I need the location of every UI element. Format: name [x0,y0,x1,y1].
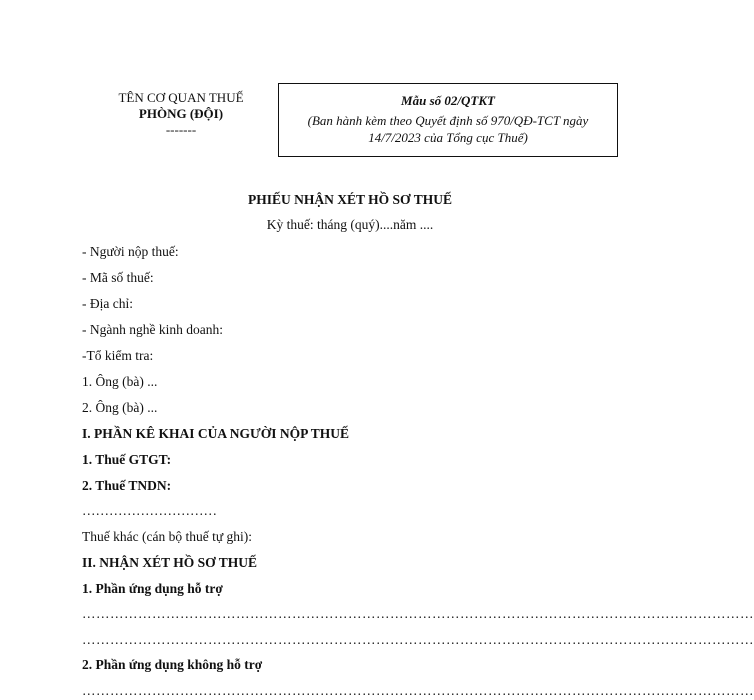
field-tax-code: - Mã số thuế: [82,270,154,285]
tax-period: Kỳ thuế: tháng (quý)....năm .... [266,217,434,232]
team-member-2: 2. Ông (bà) ... [82,400,158,415]
header-separator: ------- [165,122,197,137]
form-issuance-note: (Ban hành kèm theo Quyết định số 970/QĐ-TCT ngày 14/7/2023 của Tổng cục Thuế) [307,113,589,145]
department-name: PHÒNG (ĐỘI) [138,106,224,121]
section-1-item-vat: 1. Thuế GTGT: [82,452,172,467]
section-1-heading: I. PHẦN KÊ KHAI CỦA NGƯỜI NỘP THUẾ [82,426,350,441]
field-address: - Địa chỉ: [82,296,133,311]
section-1-other-taxes: Thuế khác (cán bộ thuế tự ghi): [82,529,253,544]
team-member-1: 1. Ông (bà) ... [82,374,158,389]
agency-name: TÊN CƠ QUAN THUẾ [118,90,244,105]
field-business: - Ngành nghề kinh doanh: [82,322,223,337]
dotted-line-3: ……………………………………………………………………………………………………………………………… [82,683,754,698]
section-2-item-supported: 1. Phần ứng dụng hỗ trợ [82,581,223,596]
field-inspection-team: -Tổ kiểm tra: [82,348,154,363]
dotted-line-1: ……………………………………………………………………………………………………………………………… [82,606,754,621]
document-title: PHIẾU NHẬN XÉT HỒ SƠ THUẾ [248,192,452,207]
section-1-dots: ………………………… [82,503,217,518]
section-2-heading: II. NHẬN XÉT HỒ SƠ THUẾ [82,555,258,570]
form-code-box [278,83,618,157]
field-taxpayer: - Người nộp thuế: [82,244,179,259]
agency-header [96,90,266,138]
form-code: Mẫu số 02/QTKT [401,93,495,108]
section-2-item-unsupported: 2. Phần ứng dụng không hỗ trợ [82,657,263,672]
section-1-item-cit: 2. Thuế TNDN: [82,478,172,493]
dotted-line-2: ……………………………………………………………………………………………………………………………… [82,632,754,647]
